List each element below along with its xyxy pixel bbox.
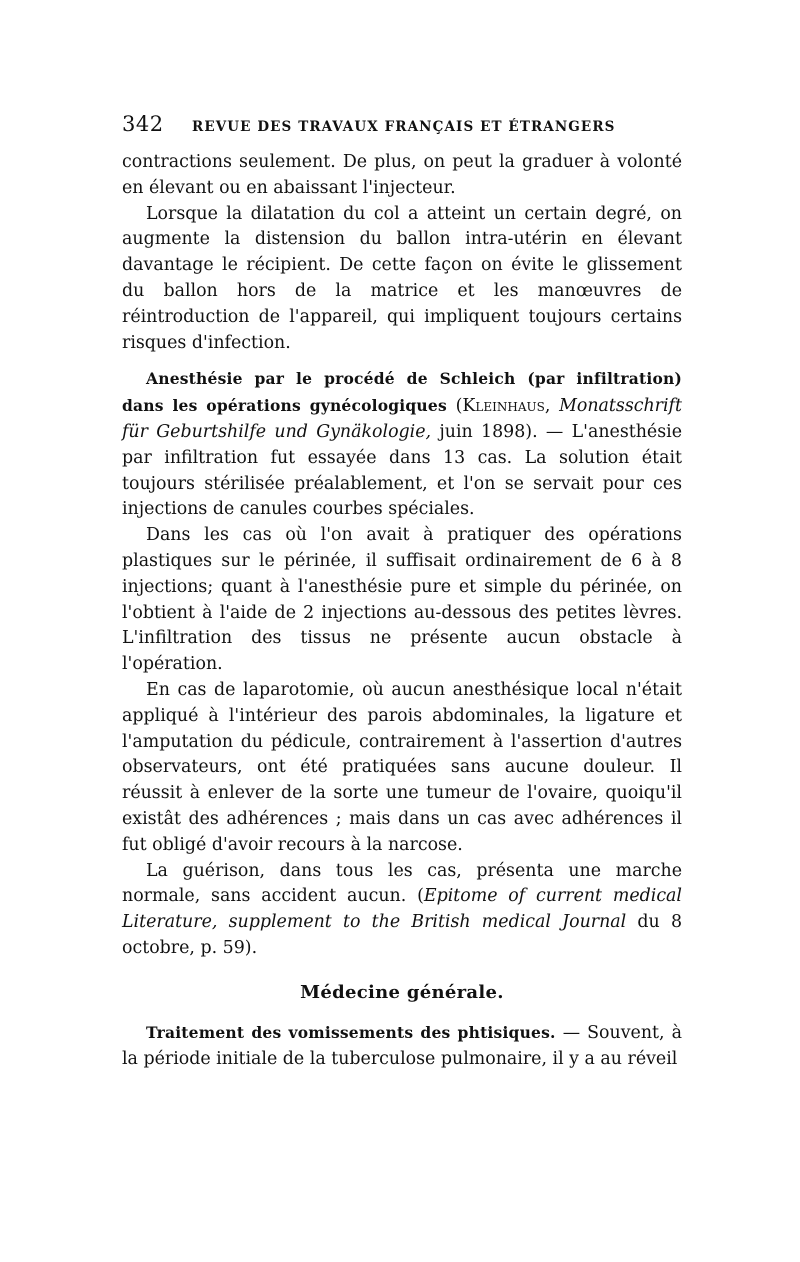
article-body-4-end: du 8 octobre, p. 59). (122, 912, 683, 958)
running-title: REVUE DES TRAVAUX FRANÇAIS ET ÉTRANGERS (192, 119, 616, 135)
section-title: Médecine générale. (300, 981, 504, 1003)
page-number: 342 (122, 112, 164, 136)
page-header (122, 112, 682, 150)
paragraph-balloon: Lorsque la dilatation du col a atteint un certain degré, on augmente la distension du ballon intra-utérin en élevant davantage le récipient. De cette façon on évite le glissement du ballon hors de la matrice et les manœuvres de réintroduction de l'appareil, qui impliquent toujours certains risques d'infection. (122, 203, 682, 353)
paragraph-continuation: contractions seulement. De plus, on peut la graduer à volonté en élevant ou en abaissant l'injecteur. (122, 152, 682, 198)
article-body-4-text: La guérison, dans tous les cas, présenta une marche normale, sans accident aucun. ( (122, 860, 682, 907)
article-vomissements-body: — Souvent, à la période initiale de la tuberculose pulmonaire, il y a au réveil (122, 1022, 682, 1069)
article-vomissements (122, 1020, 682, 1073)
article-schleich-intro (122, 366, 682, 523)
article-heading-schleich: Anesthésie par le procédé de Schleich (par infiltration) dans les opérations gynécologiques (122, 369, 682, 416)
document-page (122, 112, 682, 1072)
article-author: (Kleinhaus, (455, 396, 551, 417)
article-body-4 (122, 859, 682, 962)
article-body-2: Dans les cas où l'on avait à pratiquer des opérations plastiques sur le périnée, il suffisait ordinairement de 6 à 8 injections; quant à l'anesthésie pure et simple du périnée, on l'obtient à l'aide de 2 injections au-dessous des petites lèvres. L'infiltration des tissus ne présente aucun obstacle à l'opération. (122, 525, 682, 675)
article-heading-vomissements: Traitement des vomissements des phtisiques. (146, 1022, 556, 1042)
article-body-1: juin 1898). — L'anesthésie par infiltration fut essayée dans 13 cas. La solution était toujours stérilisée préalablement, et l'on se servait pour ces injections de canules courbes spéciales. (122, 421, 682, 520)
spacer (122, 356, 682, 366)
article-journal: Monatsschrift für Geburtshilfe und Gynäkologie, (122, 396, 682, 442)
article-reference: Epitome of current medical Literature, supplement to the British medical Journal (122, 886, 682, 933)
article-body-3: En cas de laparotomie, où aucun anesthésique local n'était appliqué à l'intérieur des parois abdominales, la ligature et l'amputation du pédicule, contrairement à l'assertion d'autres observateurs, ont été pratiquées sans aucune douleur. Il réussit à enlever de la sorte une tumeur de l'ovaire, quoiqu'il existât des adhérences ; mais dans un cas avec adhérences il fut obligé d'avoir recours à la narcose. (122, 679, 682, 855)
